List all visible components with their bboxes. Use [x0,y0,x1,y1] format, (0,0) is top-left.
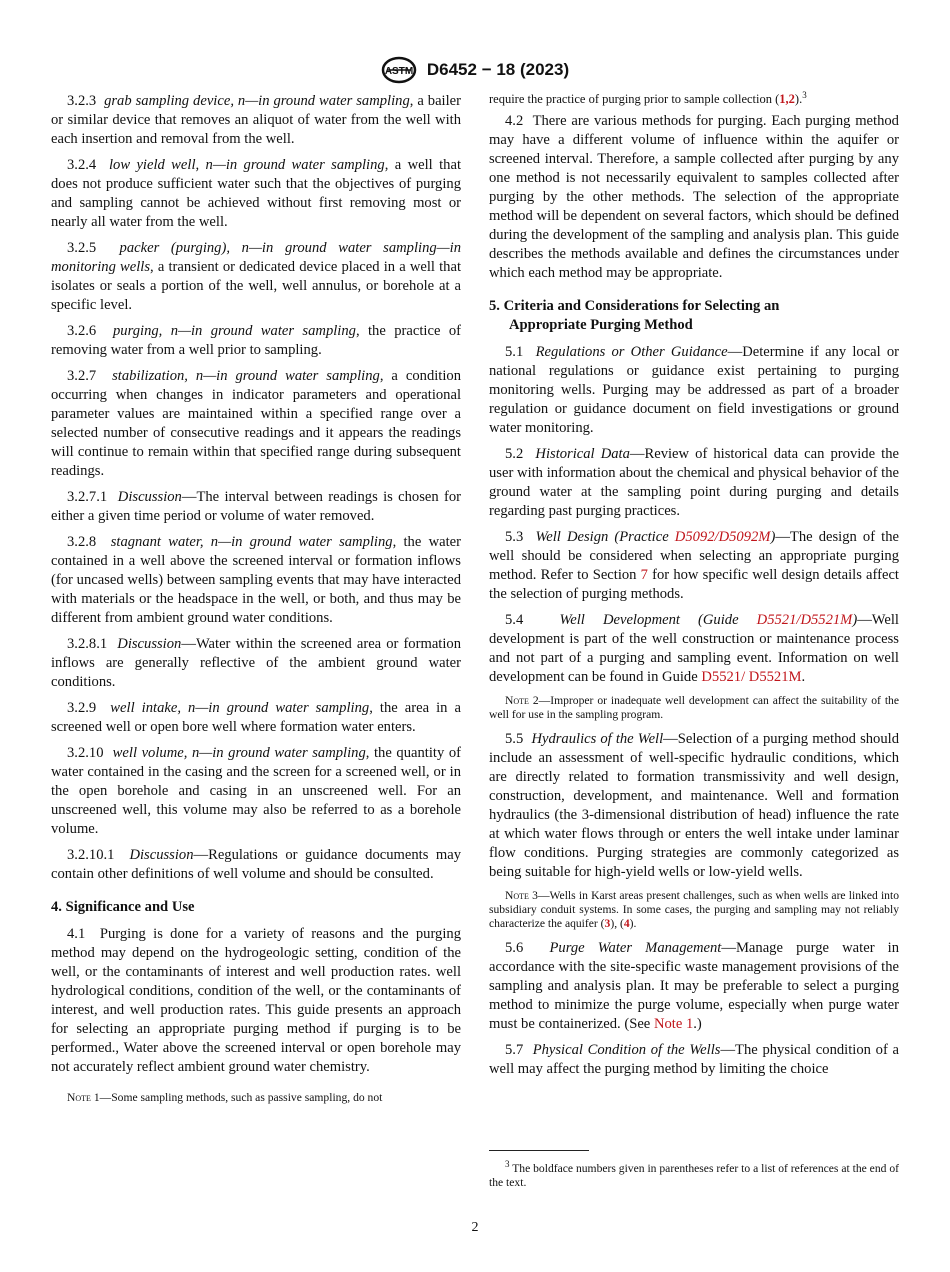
para-3-2-4: 3.2.4 low yield well, n—in ground water sampling, a well that does not produce sufficient water such that the objectives of purging and sampling cannot be achieved without first removing most or nearly all water from the well. [51,157,461,230]
para-3-2-6: 3.2.6 purging, n—in ground water sampling, the practice of removing water from a well prior to sampling. [51,323,461,358]
para-3-2-7-1: 3.2.7.1 Discussion—The interval between readings is chosen for either a given time period or volume of water removed. [51,489,461,524]
para-3-2-3: 3.2.3 grab sampling device, n—in ground water sampling, a bailer or similar device that removes an aliquot of water from the well with each insertion and removal from the well. [51,93,461,147]
reference-link-1-2[interactable]: 1,2 [779,92,795,106]
para-3-2-7: 3.2.7 stabilization, n—in ground water sampling, a condition occurring when changes in indicator parameters and operational parameter values are maintained within a specified range over a selected number of consecutive readings and it appears the readings will continue to remain within that specified range during subsequent readings. [51,368,461,479]
para-4-1: 4.1 Purging is done for a variety of reasons and the purging method may depend on the hydrogeologic setting, condition of the well, or the contaminants of interest and well production rates. well hydrological conditions, condition of the well, or the contaminants of interest, and well production rates. This guide presents an approach for selecting an appropriate purging method if purging is to be performed., Water above the screened interval or open borehole may not accurately reflect ambient ground water chemistry. [51,926,462,1075]
para-4-2: 4.2 There are various methods for purging. Each purging method may have a different volume of influence within the aquifer or screened interval. Therefore, a sample collected after purging by any one method is not necessarily equivalent to samples collected after purging by the other methods. The selection of the appropriate method will be dependent on several factors, which should be defined during the development of the sampling and analysis plan. This guide describes the methods available and defines the circumstances under which each method may be appropriate. [489,113,899,281]
link-d5092[interactable]: D5092/D5092M [674,529,771,545]
link-d5521[interactable]: D5521/D5521M [756,612,853,628]
note-3: Note 3—Wells in Karst areas present challenges, such as when wells are linked into subsidiary conduit systems. In some cases, the purging and sampling may not reliably characterize the aquifer (3), (4). [489,889,899,930]
page-header [0,56,950,84]
para-5-2: 5.2 Historical Data—Review of historical data can provide the user with information about the chemical and physical behavior of the ground water at the sampling point during purging and details regarding past purging practices. [489,446,899,519]
note-2: Note 2—Improper or inadequate well development can affect the suitability of the well for use in the sampling program. [489,694,899,721]
para-5-5: 5.5 Hydraulics of the Well—Selection of a purging method should include an assessment of well-specific hydraulic conditions, which are directly related to formation transmissivity and well design, construction, development, and maintenance. Well and formation hydraulics (the 3-dimensional distribution of head) influence the rate at which water flows through or enters the well intake under laminar flow conditions. Purging strategies are commonly categorized as being suitable for high-yield wells or low-yield wells. [489,731,899,880]
footnote-3: $^3$ The boldface numbers given in parentheses refer to a list of references at the end of the text. [489,1159,899,1189]
para-3-2-8-1: 3.2.8.1 Discussion—Water within the screened area or formation inflows are generally reflective of the ambient ground water conditions. [51,636,461,690]
section-5-heading: 5. Criteria and Considerations for Selecting an Appropriate Purging Method [489,298,780,333]
document-code: D6452 − 18 (2023) [426,60,570,79]
footnote-divider [489,1150,589,1151]
note-1: Note 1—Some sampling methods, such as passive sampling, do not [67,1091,383,1104]
astm-logo-icon [381,56,417,84]
para-5-6: 5.6 Purge Water Management—Manage purge water in accordance with the site-specific waste management provisions of the sampling and analysis plan. It may be preferable to select a purging method to minimize the purge volume, especially when purge water must be containerized. (See Note 1.) [489,940,900,1032]
note-1-continued: require the practice of purging prior to sample collection (1,2).$^3$ [489,89,807,106]
svg-text:ASTM: ASTM [384,66,414,77]
section-4-heading: 4. Significance and Use [51,899,195,915]
para-3-2-8: 3.2.8 stagnant water, n—in ground water sampling, the water contained in a well above the screened interval or formation inflows (for uncased wells) between sampling events that may have interacted with materials or the headspace in the well, or both, and thus may be different from ambient ground water conditions. [51,534,462,626]
link-section-7[interactable]: 7 [640,567,648,583]
reference-link-4[interactable]: 4 [623,917,630,930]
para-5-3: 5.3 Well Design (Practice D5092/D5092M)—The design of the well should be considered when selecting an appropriate purging method. Refer to Section 7 for how specific well design details affect the selection of purging methods. [489,529,899,602]
para-3-2-10-1: 3.2.10.1 Discussion—Regulations or guidance documents may contain other definitions of well volume and should be consulted. [51,847,461,882]
footnote-marker: 3 [802,89,807,100]
para-3-2-10: 3.2.10 well volume, n—in ground water sampling, the quantity of water contained in the casing and the screen for a screened well, or in the open borehole and casing in an unscreened well. For an unscreened well, this volume may also be referred to as a borehole volume. [51,745,461,837]
left-column [51,92,461,1105]
para-3-2-9: 3.2.9 well intake, n—in ground water sampling, the area in a screened well or open bore well where formation water enters. [51,700,461,735]
para-5-4: 5.4 Well Development (Guide D5521/D5521M)—Well development is part of the well construction or maintenance process and not part of a purging and sampling event. Information on well development can be found in Guide D5521/ D5521M. [489,612,899,685]
link-note-1[interactable]: Note 1 [653,1016,694,1032]
para-5-1: 5.1 Regulations or Other Guidance—Determine if any local or national regulations or guidance exist pertaining to purging monitoring wells. Purging may be addressed as part of a broader regulation or guidance document on field investigations or ground water monitoring. [489,344,900,436]
page-number: 2 [471,1220,479,1235]
para-3-2-5: 3.2.5 packer (purging), n—in ground water sampling—in monitoring wells, a transient or dedicated device placed in a well that isolates or seals a portion of the well, well annulus, or borehole at a specific level. [51,240,462,313]
reference-link-3[interactable]: 3 [604,917,611,930]
right-column [489,89,900,1086]
para-5-7: 5.7 Physical Condition of the Wells—The physical condition of a well may affect the purging method by limiting the choice [489,1042,899,1077]
link-d5521-2[interactable]: D5521/ D5521M [701,669,802,685]
